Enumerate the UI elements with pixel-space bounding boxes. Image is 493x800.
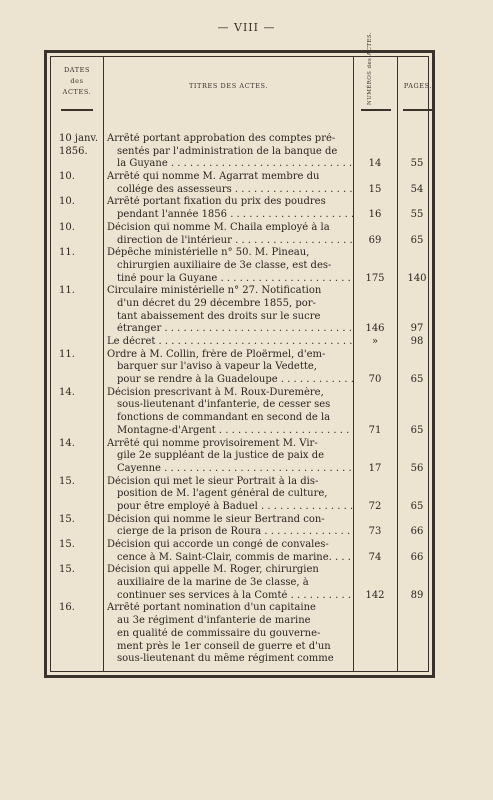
entry-title-line: position de M. l'agent général de culture,: [117, 488, 328, 500]
table-inner-border: [50, 32, 433, 672]
entry-line: [51, 412, 428, 425]
entry-line: [51, 488, 428, 501]
table-row: [51, 336, 428, 349]
entry-numero: 17: [368, 462, 382, 474]
entry-line: [51, 450, 428, 463]
entries-list: [51, 133, 428, 666]
entry-date: 11.: [59, 247, 75, 259]
entry-title-line: Dépêche ministérielle n° 50. M. Pineau,: [107, 247, 310, 259]
entry-title-line: Décision qui met le sieur Portrait à la dis-: [107, 475, 319, 487]
entry-page: 65: [410, 424, 424, 436]
entry-title-line: collége des assesseurs . . .: [117, 184, 353, 197]
entry-date: 15.: [59, 539, 75, 550]
entry-title-line: Le décret . . .: [107, 336, 353, 349]
entry-title-line: Arrêté qui nomme M. Agarrat membre du: [107, 171, 320, 183]
entry-page: 65: [410, 500, 424, 512]
entry-page: 66: [410, 526, 424, 538]
entry-line: [51, 336, 428, 349]
header-numeros: NUMÉROS des ACTES.: [367, 32, 373, 105]
header-titres: TITRES DES ACTES.: [188, 82, 269, 90]
entry-numero: 72: [368, 500, 382, 512]
table-row: [51, 564, 428, 602]
entry-title-line: continuer ses services à la Comté . . .: [117, 590, 353, 603]
entry-title-line: pendant l'année 1856 . . .: [117, 209, 353, 222]
entry-date: 15.: [59, 564, 75, 576]
entry-title-line: la Guyane . . .: [117, 158, 353, 171]
entry-line: [51, 196, 428, 209]
entry-date: 14.: [59, 386, 75, 398]
entry-page: 65: [410, 374, 424, 386]
table-row: [51, 133, 428, 171]
entry-title-line: pour se rendre à la Guadeloupe . . .: [117, 374, 353, 387]
entry-title-line: fonctions de commandant en second de la: [117, 412, 331, 424]
entry-numero: 74: [368, 551, 382, 563]
entry-line: [51, 564, 428, 577]
entry-line: [51, 641, 428, 654]
entry-title-line: d'un décret du 29 décembre 1855, por-: [117, 297, 316, 309]
entry-line: [51, 615, 428, 628]
table-row: [51, 438, 428, 476]
entry-title-line: Circulaire ministérielle n° 27. Notification: [107, 285, 322, 297]
entry-numero: 16: [368, 209, 382, 221]
entry-title-line: Arrêté portant fixation du prix des poudres: [107, 196, 326, 208]
table-row: [51, 247, 428, 285]
entry-line: [51, 260, 428, 273]
entry-line: [51, 374, 428, 387]
header-dates: DATES des ACTES.: [62, 66, 92, 96]
header-underline-dates: [61, 109, 93, 111]
entry-title-line: cence à M. Saint-Clair, commis de marine. . . .: [117, 552, 353, 565]
entry-title-line: au 3e régiment d'infanterie de marine: [117, 615, 311, 627]
entry-line: [51, 311, 428, 324]
entry-page: 56: [410, 462, 424, 474]
entry-page: 55: [410, 209, 424, 221]
entry-line: [51, 425, 428, 438]
table-row: [51, 539, 428, 564]
entry-title-line: sentés par l'administration de la banque de: [117, 145, 338, 157]
header-pages: PAGES.: [403, 82, 433, 90]
entry-line: [51, 539, 428, 552]
entry-date: 10.: [59, 196, 75, 208]
entry-line: [51, 361, 428, 374]
entry-date: 1856.: [59, 145, 88, 157]
table-row: [51, 476, 428, 514]
entry-line: [51, 171, 428, 184]
table-row: [51, 196, 428, 221]
entry-line: [51, 273, 428, 286]
entry-line: [51, 653, 428, 666]
entry-numero: 146: [365, 323, 385, 335]
entry-page: 55: [410, 158, 424, 170]
entry-numero: 14: [368, 158, 382, 170]
entry-date: 10 janv.: [59, 133, 99, 144]
entry-title-line: sous-lieutenant d'infanterie, de cesser ses: [117, 399, 331, 411]
entry-page: 89: [410, 589, 424, 601]
entry-line: [51, 577, 428, 590]
entry-title-line: en qualité de commissaire du gouverne-: [117, 627, 321, 639]
entry-line: [51, 133, 428, 146]
entry-date: 16.: [59, 602, 75, 614]
entry-line: [51, 323, 428, 336]
entry-line: [51, 184, 428, 197]
entry-line: [51, 590, 428, 603]
entry-line: [51, 463, 428, 476]
table-row: [51, 171, 428, 196]
table-row: [51, 349, 428, 387]
entry-line: [51, 235, 428, 248]
entry-title-line: direction de l'intérieur . . .: [117, 235, 353, 248]
entry-date: 10.: [59, 221, 75, 233]
entry-line: [51, 514, 428, 527]
entry-title-line: barquer sur l'aviso à vapeur la Vedette,: [117, 361, 317, 373]
entry-line: [51, 476, 428, 489]
entry-line: [51, 399, 428, 412]
header-underline-pages: [403, 109, 433, 111]
entry-line: [51, 387, 428, 400]
table-row: [51, 514, 428, 539]
entry-title-line: pour être employé à Baduel . . .: [117, 501, 353, 514]
entry-title-line: tant abaissement des droits sur le sucre: [117, 310, 321, 322]
entry-line: [51, 298, 428, 311]
entry-page: 98: [410, 336, 424, 347]
table-row: [51, 602, 428, 665]
table-row: [51, 387, 428, 438]
entry-title-line: gile 2e suppléant de la justice de paix de: [117, 450, 325, 462]
entry-line: [51, 146, 428, 159]
entry-title-line: chirurgien auxiliaire de 3e classe, est des-: [117, 259, 332, 271]
entry-title-line: étranger . . .: [117, 323, 353, 336]
entry-line: [51, 247, 428, 260]
entry-title-line: ment près le 1er conseil de guerre et d'un: [117, 640, 331, 652]
entry-title-line: Décision qui nomme le sieur Bertrand con-: [107, 513, 325, 525]
entry-title-line: Décision prescrivant à M. Roux-Duremère,: [107, 386, 324, 398]
entry-numero: »: [371, 336, 379, 347]
table-frame: [44, 32, 435, 678]
entry-title-line: Arrêté portant approbation des comptes pré-: [107, 133, 336, 144]
entry-date: 15.: [59, 513, 75, 525]
entry-line: [51, 438, 428, 451]
entry-page: 66: [410, 551, 424, 563]
entry-numero: 69: [368, 234, 382, 246]
entry-line: [51, 526, 428, 539]
entry-line: [51, 158, 428, 171]
entry-numero: 71: [368, 424, 382, 436]
entry-line: [51, 602, 428, 615]
entry-title-line: Montagne-d'Argent . . .: [117, 425, 353, 438]
table-row: [51, 285, 428, 336]
header-underline-numeros: [361, 109, 391, 111]
entry-line: [51, 501, 428, 514]
entry-title-line: auxiliaire de la marine de 3e classe, à: [117, 577, 309, 589]
entry-page: 140: [407, 272, 427, 284]
entry-page: 65: [410, 234, 424, 246]
entry-line: [51, 349, 428, 362]
entry-date: 11.: [59, 348, 75, 360]
entry-title-line: sous-lieutenant du même régiment comme: [117, 653, 334, 665]
entry-title-line: Ordre à M. Collin, frère de Ploërmel, d'em-: [107, 348, 326, 360]
entry-line: [51, 552, 428, 565]
entry-page: 97: [410, 323, 424, 335]
entry-numero: 175: [365, 272, 385, 284]
entry-numero: 142: [365, 589, 385, 601]
entry-numero: 15: [368, 183, 382, 195]
entry-title-line: cierge de la prison de Roura . . .: [117, 526, 353, 539]
entry-page: 54: [410, 183, 424, 195]
entry-date: 11.: [59, 285, 75, 297]
entry-title-line: Cayenne . . .: [117, 463, 353, 476]
table-row: [51, 222, 428, 247]
entry-date: 14.: [59, 437, 75, 449]
entry-numero: 73: [368, 526, 382, 538]
entry-numero: 70: [368, 374, 382, 386]
entry-title-line: tiné pour la Guyane . . .: [117, 273, 353, 286]
entry-line: [51, 628, 428, 641]
entry-line: [51, 209, 428, 222]
entry-date: 10.: [59, 171, 75, 183]
entry-date: 15.: [59, 475, 75, 487]
entry-line: [51, 222, 428, 235]
entry-title-line: Arrêté qui nomme provisoirement M. Vir-: [107, 437, 318, 449]
entry-line: [51, 285, 428, 298]
entry-title-line: Décision qui nomme M. Chaila employé à la: [107, 221, 330, 233]
entry-title-line: Décision qui appelle M. Roger, chirurgien: [107, 564, 319, 576]
page-header: — VIII —: [217, 21, 276, 34]
entry-title-line: Décision qui accorde un congé de convales-: [107, 539, 329, 550]
entry-title-line: Arrêté portant nomination d'un capitaine: [107, 602, 316, 614]
